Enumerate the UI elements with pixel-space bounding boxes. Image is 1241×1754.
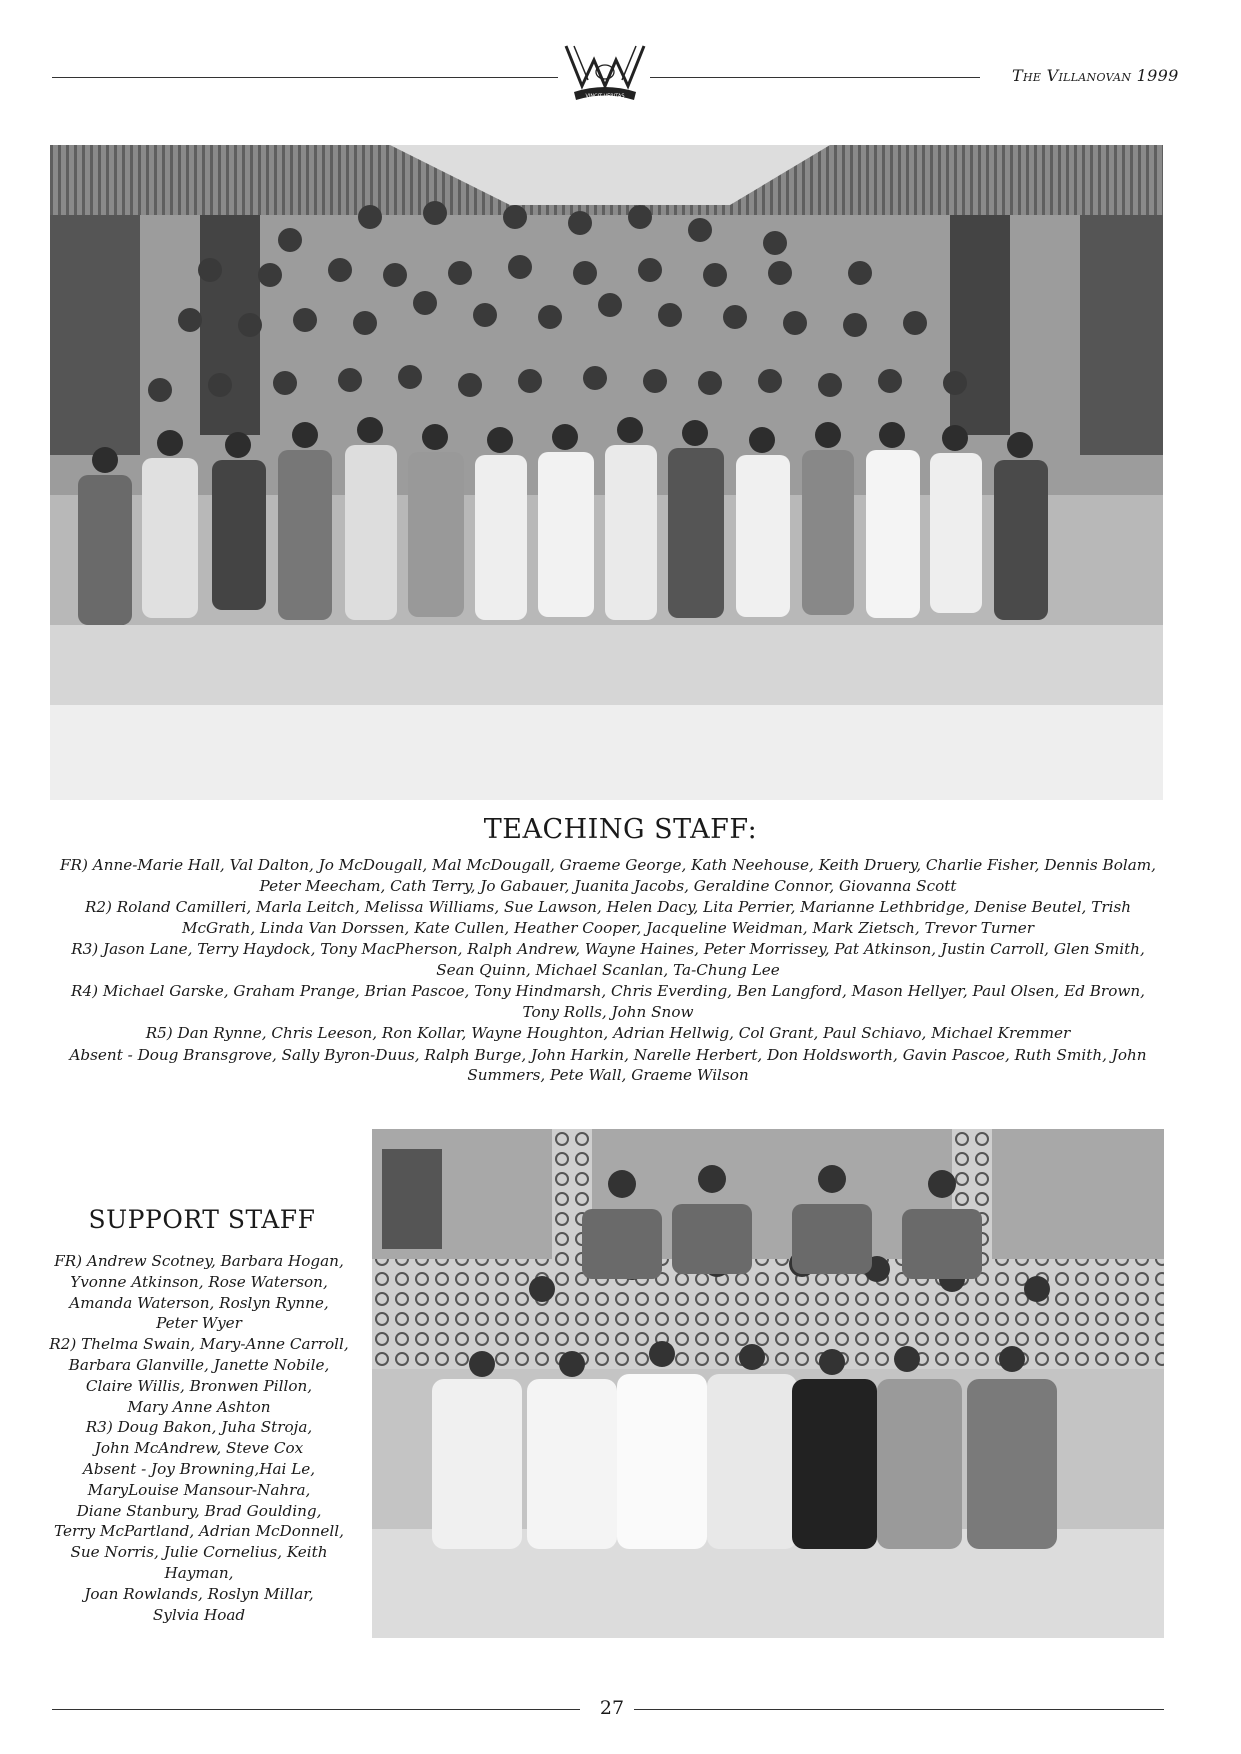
support-line: Amanda Waterson, Roslyn Rynne,: [69, 1293, 329, 1312]
footer-rule-left: [52, 1709, 580, 1710]
header-rule-right: [650, 77, 980, 78]
footer-rule-right: [634, 1709, 1164, 1710]
teaching-staff-photo: [50, 145, 1163, 800]
teaching-row-front: FR) Anne-Marie Hall, Val Dalton, Jo McDougall, Mal McDougall, Graeme George, Kath Neehouse, Keith Druery, Charlie Fisher, Dennis Bolam, Peter Meecham, Cath Terry, Jo Gabauer, Juanita Jacobs, Geraldine Connor, Giovanna Scott: [60, 856, 1156, 895]
support-line: Mary Anne Ashton: [127, 1397, 271, 1416]
svg-text:VINCIT VERITAS: VINCIT VERITAS: [585, 93, 625, 100]
support-line: Claire Willis, Bronwen Pillon,: [85, 1376, 313, 1395]
teaching-row-2: R2) Roland Camilleri, Marla Leitch, Melissa Williams, Sue Lawson, Helen Dacy, Lita Perrier, Marianne Lethbridge, Denise Beutel, Trish McGrath, Linda Van Dorssen, Kate Cullen, Heather Cooper, Jacqueline Weidman, Mark Zietsch, Trevor Turner: [84, 898, 1132, 937]
page-number: 27: [599, 1697, 625, 1719]
school-crest-logo: [560, 42, 650, 104]
support-line: MaryLouise Mansour-Nahra,: [87, 1480, 311, 1499]
teaching-staff-heading: TEACHING STAFF:: [483, 814, 758, 845]
support-line: John McAndrew, Steve Cox: [94, 1439, 304, 1458]
support-line: Joan Rowlands, Roslyn Millar,: [84, 1584, 314, 1603]
support-line: R3) Doug Bakon, Juha Stroja,: [85, 1418, 313, 1437]
support-line: Sylvia Hoad: [152, 1605, 246, 1624]
support-line: FR) Andrew Scotney, Barbara Hogan,: [54, 1252, 344, 1270]
support-line: R2) Thelma Swain, Mary-Anne Carroll,: [49, 1335, 349, 1354]
teaching-row-3: R3) Jason Lane, Terry Haydock, Tony MacPherson, Ralph Andrew, Wayne Haines, Peter Morrissey, Pat Atkinson, Justin Carroll, Glen Smith, Sean Quinn, Michael Scanlan, Ta-Chung Lee: [71, 940, 1145, 979]
running-title: The Villanovan 1999: [1012, 66, 1179, 85]
teaching-staff-names: [52, 855, 1164, 1087]
support-line: Peter Wyer: [156, 1314, 242, 1333]
support-line: Barbara Glanville, Janette Nobile,: [68, 1355, 330, 1374]
teaching-row-5: R5) Dan Rynne, Chris Leeson, Ron Kollar, Wayne Houghton, Adrian Hellwig, Col Grant, Paul Schiavo, Michael Kremmer: [145, 1024, 1071, 1042]
support-staff-heading: SUPPORT STAFF: [88, 1205, 316, 1234]
support-staff-photo: [372, 1129, 1164, 1638]
support-line: Yvonne Atkinson, Rose Waterson,: [70, 1272, 328, 1291]
support-staff-names: [40, 1251, 358, 1625]
header-rule-left: [52, 77, 558, 78]
support-line: Terry McPartland, Adrian McDonnell,: [54, 1522, 344, 1541]
teaching-row-4: R4) Michael Garske, Graham Prange, Brian Pascoe, Tony Hindmarsh, Chris Everding, Ben Langford, Mason Hellyer, Paul Olsen, Ed Brown, Tony Rolls, John Snow: [71, 982, 1145, 1021]
teaching-absent: Absent - Doug Bransgrove, Sally Byron-Duus, Ralph Burge, John Harkin, Narelle Herbert, Don Holdsworth, Gavin Pascoe, Ruth Smith, John Summers, Pete Wall, Graeme Wilson: [69, 1045, 1147, 1084]
support-line: Sue Norris, Julie Cornelius, Keith Hayman,: [70, 1543, 328, 1582]
support-line: Absent - Joy Browning,Hai Le,: [82, 1459, 316, 1478]
support-line: Diane Stanbury, Brad Goulding,: [76, 1501, 322, 1520]
